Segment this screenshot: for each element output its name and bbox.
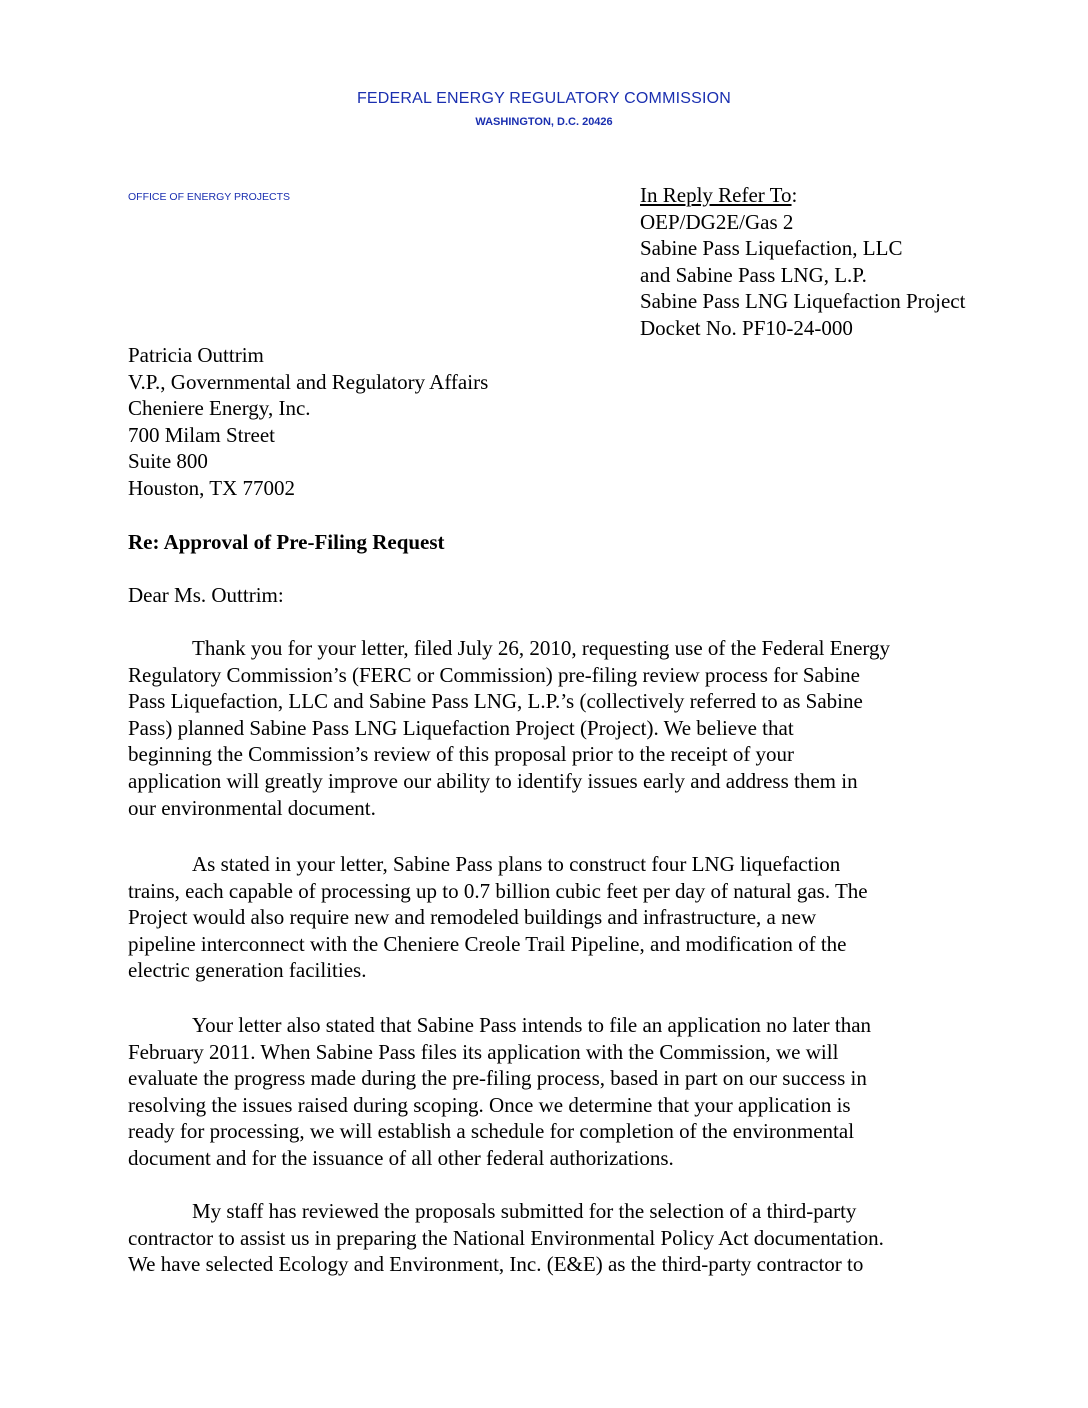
salutation: Dear Ms. Outtrim: — [128, 583, 284, 607]
body-paragraph-2 — [128, 851, 968, 984]
body-paragraph-4 — [128, 1198, 968, 1278]
reply-line-docket: Docket No. PF10-24-000 — [640, 315, 853, 340]
addressee-title: V.P., Governmental and Regulatory Affairs — [128, 369, 489, 394]
body-paragraph-1 — [128, 635, 968, 821]
paragraph-line: beginning the Commission’s review of this proposal prior to the receipt of your — [128, 742, 795, 767]
addressee-suite: Suite 800 — [128, 449, 208, 474]
paragraph-line: Thank you for your letter, filed July 26, 2010, requesting use of the Federal Energy — [192, 636, 891, 660]
agency-address: WASHINGTON, D.C. 20426 — [475, 116, 613, 128]
paragraph-line: My staff has reviewed the proposals submitted for the selection of a third-party — [192, 1199, 857, 1223]
reply-line-office-code: OEP/DG2E/Gas 2 — [640, 209, 794, 234]
paragraph-line: resolving the issues raised during scoping. Once we determine that your application is — [128, 1092, 851, 1117]
reply-reference-block — [640, 182, 965, 342]
paragraph-line: Regulatory Commission’s (FERC or Commission) pre-filing review process for Sabine — [128, 662, 861, 687]
paragraph-line: trains, each capable of processing up to 0.7 billion cubic feet per day of natural gas. The — [128, 878, 868, 903]
paragraph-line: February 2011. When Sabine Pass files its application with the Commission, we will — [128, 1039, 839, 1064]
reply-line-company: Sabine Pass Liquefaction, LLC — [640, 236, 903, 261]
paragraph-line: evaluate the progress made during the pre-filing process, based in part on our success in — [128, 1066, 867, 1091]
paragraph-line: We have selected Ecology and Environment, Inc. (E&E) as the third-party contractor to — [128, 1252, 864, 1277]
paragraph-line: ready for processing, we will establish a schedule for completion of the environmental — [128, 1119, 855, 1144]
paragraph-line: application will greatly improve our ability to identify issues early and address them in — [128, 768, 858, 793]
addressee-city: Houston, TX 77002 — [128, 475, 296, 500]
agency-name: FEDERAL ENERGY REGULATORY COMMISSION — [356, 90, 732, 107]
reply-line-company-2: and Sabine Pass LNG, L.P. — [640, 262, 867, 287]
paragraph-line: Pass Liquefaction, LLC and Sabine Pass LNG, L.P.’s (collectively referred to as Sabine — [128, 689, 863, 714]
paragraph-line: electric generation facilities. — [128, 958, 367, 983]
addressee-street: 700 Milam Street — [128, 422, 275, 447]
paragraph-line: document and for the issuance of all other federal authorizations. — [128, 1145, 674, 1170]
reply-heading — [640, 182, 965, 209]
subject-line: Re: Approval of Pre-Filing Request — [128, 530, 445, 554]
reply-line-project: Sabine Pass LNG Liquefaction Project — [640, 289, 966, 314]
paragraph-line: Your letter also stated that Sabine Pass intends to file an application no later than — [192, 1013, 872, 1037]
addressee-block — [128, 342, 488, 502]
paragraph-line: Project would also require new and remodeled buildings and infrastructure, a new — [128, 905, 817, 930]
office-label: OFFICE OF ENERGY PROJECTS — [128, 191, 290, 203]
paragraph-line: As stated in your letter, Sabine Pass plans to construct four LNG liquefaction — [192, 852, 841, 876]
paragraph-line: pipeline interconnect with the Cheniere Creole Trail Pipeline, and modification of the — [128, 931, 847, 956]
reply-heading-colon: : — [791, 183, 798, 207]
paragraph-line: contractor to assist us in preparing the National Environmental Policy Act documentation. — [128, 1225, 884, 1250]
body-paragraph-3 — [128, 1012, 968, 1172]
reply-heading-text: In Reply Refer To — [640, 183, 792, 207]
paragraph-line: Pass) planned Sabine Pass LNG Liquefaction Project (Project). We believe that — [128, 715, 794, 740]
addressee-company: Cheniere Energy, Inc. — [128, 396, 311, 421]
addressee-name: Patricia Outtrim — [128, 343, 264, 367]
paragraph-line: our environmental document. — [128, 795, 376, 820]
